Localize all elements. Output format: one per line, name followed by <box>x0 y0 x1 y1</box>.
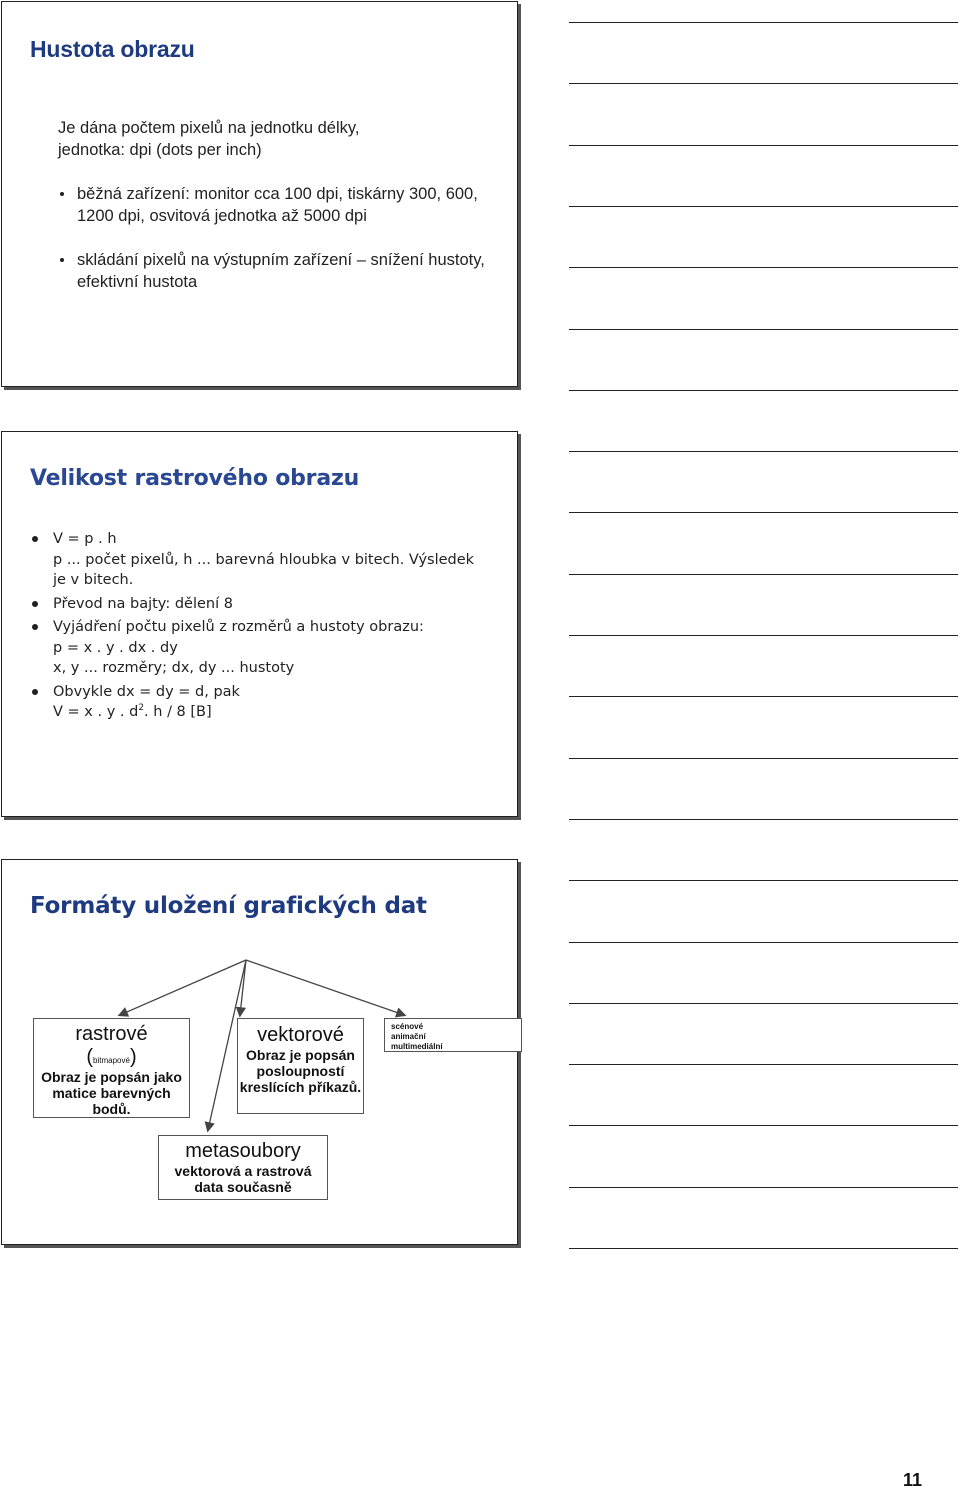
box-line: multimediální <box>391 1042 443 1051</box>
note-line <box>569 635 958 636</box>
formula-text: V = x . y . d <box>53 704 139 720</box>
note-line <box>569 1125 958 1126</box>
bullet-list <box>29 529 499 726</box>
bullet-item <box>29 682 499 723</box>
note-line <box>569 390 958 391</box>
box-body: Obraz je popsán posloupností kreslících příkazů. <box>239 1047 362 1095</box>
bullet-icon <box>32 624 38 630</box>
note-line <box>569 696 958 697</box>
box-heading: metasoubory <box>185 1140 301 1162</box>
scene-box <box>384 1018 522 1052</box>
note-line <box>569 880 958 881</box>
bullet-icon <box>60 258 64 262</box>
box-line: animační <box>391 1032 426 1041</box>
slide-title: Velikost rastrového obrazu <box>30 466 360 491</box>
bullet-icon <box>60 192 64 196</box>
slide-title: Formáty uložení grafických dat <box>30 893 427 919</box>
bullet-text: efektivní hustota <box>77 273 198 291</box>
note-line <box>569 1187 958 1188</box>
bullet-item <box>29 529 499 591</box>
bullet-list <box>58 183 498 293</box>
bullet-item <box>58 249 498 293</box>
bullet-text: x, y ... rozměry; dx, dy ... hustoty <box>53 660 295 676</box>
note-line <box>569 145 958 146</box>
note-line <box>569 83 958 84</box>
box-subheading <box>34 1046 189 1069</box>
raster-box <box>33 1018 190 1118</box>
bullet-icon <box>32 689 38 695</box>
metafile-box <box>158 1135 328 1200</box>
box-heading: rastrové <box>75 1023 148 1045</box>
bullet-text: 1200 dpi, osvitová jednotka až 5000 dpi <box>77 207 367 225</box>
note-line <box>569 512 958 513</box>
note-line <box>569 1248 958 1249</box>
slide-hustota-obrazu <box>1 1 518 387</box>
note-line <box>569 206 958 207</box>
bullet-item <box>58 183 498 227</box>
intro-line: jednotka: dpi (dots per inch) <box>58 141 262 159</box>
bullet-icon <box>32 601 38 607</box>
box-body: Obraz je popsán jako matice barevných bodů. <box>41 1069 182 1117</box>
note-line <box>569 758 958 759</box>
paren: ) <box>129 1046 137 1068</box>
note-line <box>569 267 958 268</box>
bullet-text: V = p . h <box>53 531 117 547</box>
bullet-item <box>29 617 499 679</box>
bullet-text: Převod na bajty: dělení 8 <box>53 595 233 612</box>
note-line <box>569 329 958 330</box>
bullet-icon <box>32 536 38 542</box>
bullet-text: běžná zařízení: monitor cca 100 dpi, tiskárny 300, 600, <box>77 185 478 203</box>
paren-text: bitmapové <box>93 1056 130 1065</box>
note-line <box>569 1003 958 1004</box>
note-line <box>569 942 958 943</box>
arrow-to-vector <box>240 960 246 1015</box>
arrow-to-scene <box>246 960 404 1015</box>
bullet-text: Obvykle dx = dy = d, pak <box>53 683 240 700</box>
note-line <box>569 574 958 575</box>
note-line <box>569 22 958 23</box>
note-line <box>569 1064 958 1065</box>
vector-box <box>237 1018 364 1114</box>
box-body: vektorová a rastrová data současně <box>174 1163 312 1195</box>
note-line <box>569 819 958 820</box>
bullet-text: skládání pixelů na výstupním zařízení – snížení hustoty, <box>77 251 485 269</box>
slide-body <box>58 117 498 293</box>
box-heading: vektorové <box>257 1024 344 1046</box>
paren: ( <box>86 1046 94 1068</box>
note-line <box>569 451 958 452</box>
bullet-item <box>29 594 499 615</box>
intro-line: Je dána počtem pixelů na jednotku délky, <box>58 119 360 137</box>
formula-exponent: 2 <box>138 703 145 714</box>
slide-formaty-ulozeni <box>1 859 518 1245</box>
formula-text: . h / 8 [B] <box>144 704 212 720</box>
page-number: 11 <box>902 1470 922 1490</box>
bullet-text: Vyjádření počtu pixelů z rozměrů a hustoty obrazu: <box>53 619 424 635</box>
slide-velikost-rastroveho-obrazu <box>1 431 518 817</box>
bullet-text: p = x . y . dx . dy <box>53 639 178 656</box>
arrow-to-raster <box>120 960 246 1015</box>
bullet-text: p ... počet pixelů, h ... barevná hloubka v bitech. Výsledek <box>53 551 475 568</box>
box-line: scénové <box>391 1022 424 1031</box>
bullet-text: je v bitech. <box>53 572 134 588</box>
slide-title: Hustota obrazu <box>30 36 195 62</box>
formula-line <box>53 702 499 723</box>
